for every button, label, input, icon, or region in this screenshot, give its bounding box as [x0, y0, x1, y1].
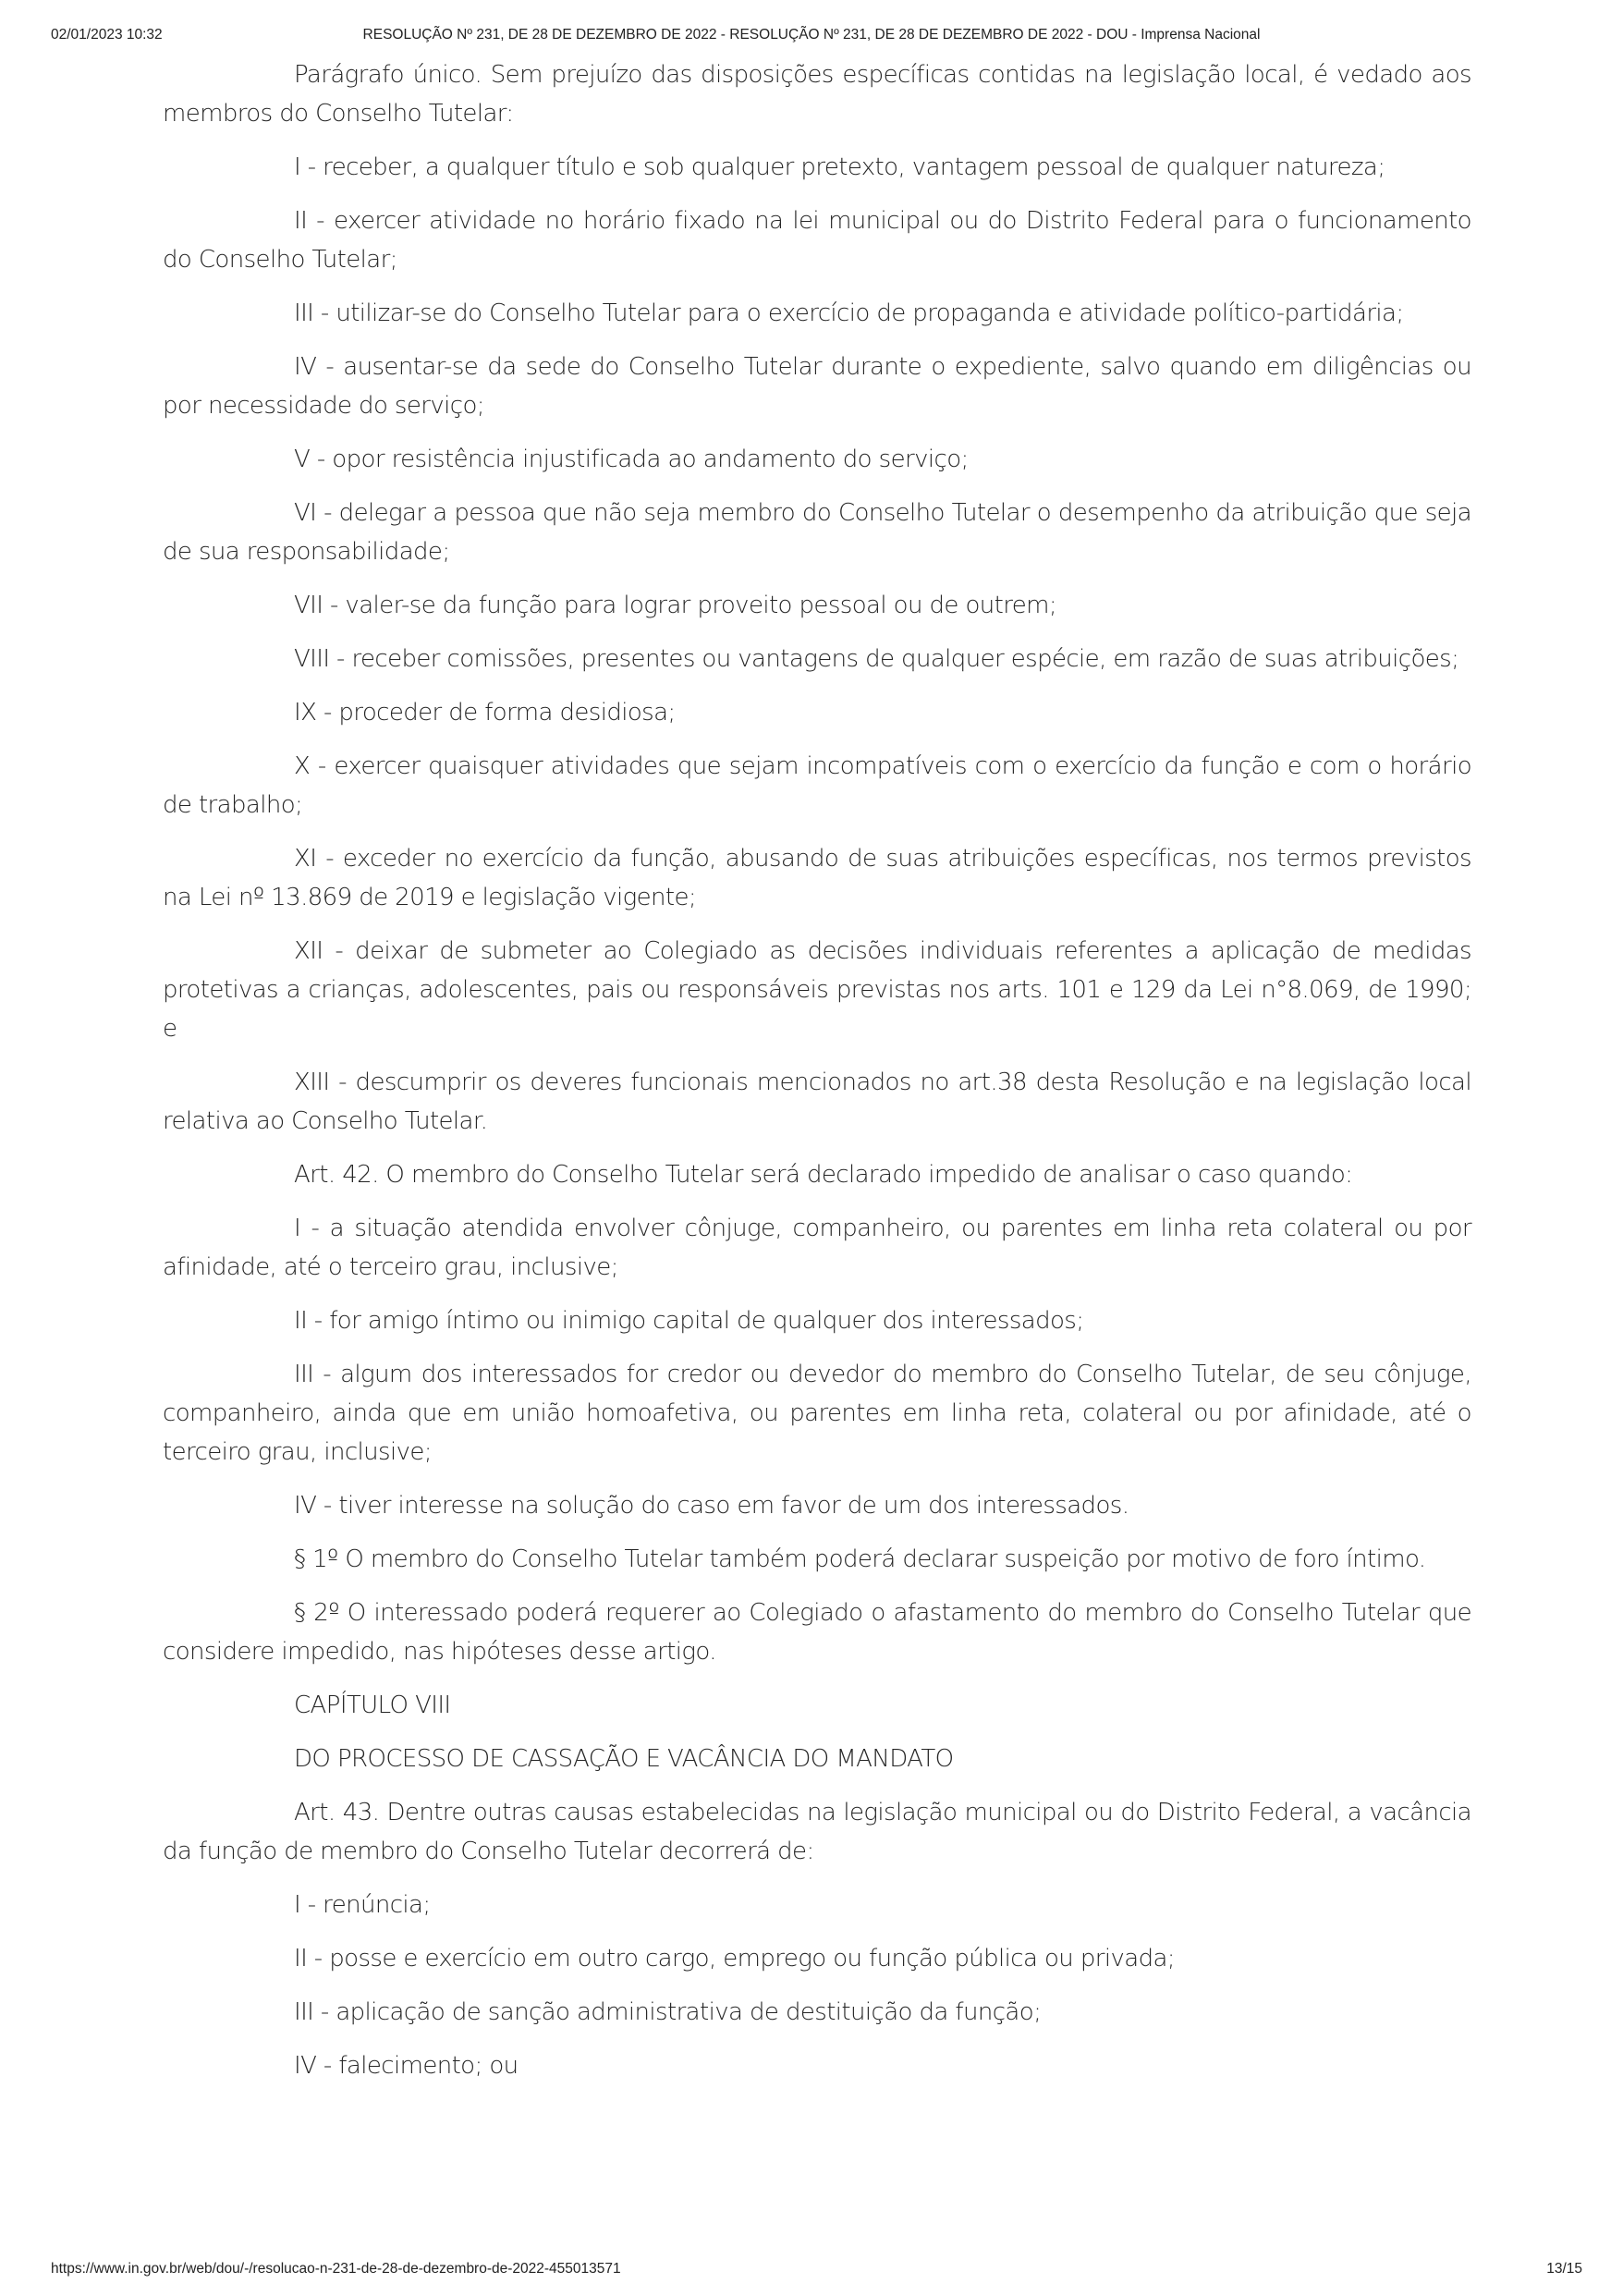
paragraph: § 1º O membro do Conselho Tutelar também poderá declarar suspeição por motivo de foro íntimo. — [294, 1545, 1426, 1573]
paragraph: IV - falecimento; ou — [294, 2052, 519, 2080]
paragraph: IV - tiver interesse na solução do caso em favor de um dos interessados. — [294, 1492, 1129, 1520]
print-footer — [0, 2261, 1623, 2281]
paragraph: V - opor resistência injustificada ao andamento do serviço; — [294, 446, 969, 473]
paragraph: III - utilizar-se do Conselho Tutelar para o exercício de propaganda e atividade político-partidária; — [294, 299, 1404, 327]
paragraph: XIII - descumprir os deveres funcionais mencionados no art.38 desta Resolução e na legislação local relativa ao Conselho Tutelar. — [163, 1069, 1471, 1135]
paragraph: VII - valer-se da função para lograr proveito pessoal ou de outrem; — [294, 592, 1057, 619]
print-datetime: 02/01/2023 10:32 — [51, 27, 163, 43]
page-url: https://www.in.gov.br/web/dou/-/resolucao-n-231-de-28-de-dezembro-de-2022-455013571 — [51, 2261, 621, 2277]
document-body — [163, 55, 1471, 2100]
chapter-title: DO PROCESSO DE CASSAÇÃO E VACÂNCIA DO MANDATO — [294, 1745, 954, 1773]
paragraph: I - receber, a qualquer título e sob qualquer pretexto, vantagem pessoal de qualquer natureza; — [294, 153, 1385, 181]
print-header — [0, 27, 1623, 47]
paragraph: IV - ausentar-se da sede do Conselho Tutelar durante o expediente, salvo quando em diligências ou por necessidade do serviço; — [163, 353, 1471, 420]
article-heading: Art. 43. Dentre outras causas estabelecidas na legislação municipal ou do Distrito Federal, a vacância da função de membro do Conselho Tutelar decorrerá de: — [163, 1799, 1471, 1865]
article-heading: Art. 42. O membro do Conselho Tutelar será declarado impedido de analisar o caso quando: — [294, 1161, 1353, 1189]
document-title: RESOLUÇÃO Nº 231, DE 28 DE DEZEMBRO DE 2022 - RESOLUÇÃO Nº 231, DE 28 DE DEZEMBRO DE 2022 - DOU - Imprensa Nacional — [362, 27, 1261, 43]
paragraph: III - aplicação de sanção administrativa de destituição da função; — [294, 1998, 1042, 2026]
page-number: 13/15 — [1546, 2261, 1582, 2277]
chapter-number: CAPÍTULO VIII — [294, 1691, 451, 1719]
paragraph: I - renúncia; — [294, 1891, 431, 1919]
paragraph: VIII - receber comissões, presentes ou vantagens de qualquer espécie, em razão de suas atribuições; — [294, 645, 1459, 673]
paragraph: III - algum dos interessados for credor ou devedor do membro do Conselho Tutelar, de seu cônjuge, companheiro, ainda que em união homoafetiva, ou parentes em linha reta, colateral ou por afinidade, até o terceiro grau, inclusive; — [163, 1361, 1471, 1466]
paragraph: II - for amigo íntimo ou inimigo capital de qualquer dos interessados; — [294, 1307, 1084, 1335]
paragraph: XI - exceder no exercício da função, abusando de suas atribuições específicas, nos termos previstos na Lei nº 13.869 de 2019 e legislação vigente; — [163, 845, 1471, 911]
paragraph: II - posse e exercício em outro cargo, emprego ou função pública ou privada; — [294, 1945, 1175, 1972]
paragraph: VI - delegar a pessoa que não seja membro do Conselho Tutelar o desempenho da atribuição que seja de sua responsabilidade; — [163, 499, 1471, 566]
paragraph: I - a situação atendida envolver cônjuge, companheiro, ou parentes em linha reta colateral ou por afinidade, até o terceiro grau, inclusive; — [163, 1215, 1471, 1281]
paragraph: § 2º O interessado poderá requerer ao Colegiado o afastamento do membro do Conselho Tutelar que considere impedido, nas hipóteses desse artigo. — [163, 1599, 1471, 1666]
paragraph: Parágrafo único. Sem prejuízo das disposições específicas contidas na legislação local, é vedado aos membros do Conselho Tutelar: — [163, 61, 1471, 128]
paragraph: X - exercer quaisquer atividades que sejam incompatíveis com o exercício da função e com o horário de trabalho; — [163, 752, 1471, 819]
paragraph: II - exercer atividade no horário fixado na lei municipal ou do Distrito Federal para o funcionamento do Conselho Tutelar; — [163, 207, 1471, 274]
paragraph: XII - deixar de submeter ao Colegiado as decisões individuais referentes a aplicação de medidas protetivas a crianças, adolescentes, pais ou responsáveis previstas nos arts. 101 e 129 da Lei n°8.069, de 1990; e — [163, 937, 1471, 1043]
paragraph: IX - proceder de forma desidiosa; — [294, 699, 676, 727]
